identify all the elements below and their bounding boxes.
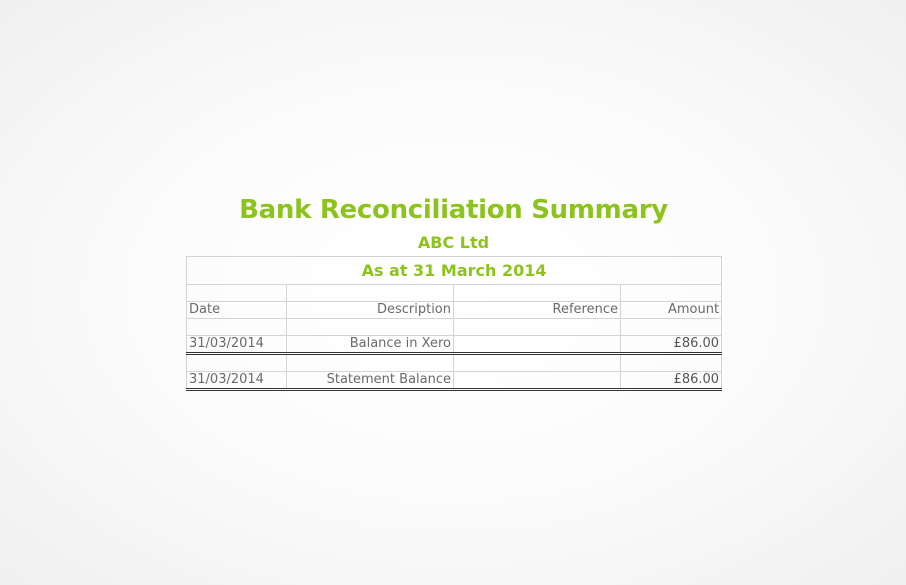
report-title: Bank Reconciliation Summary	[239, 195, 668, 225]
empty-cell	[454, 319, 621, 336]
row-date: 31/03/2014	[187, 336, 287, 354]
empty-cell	[287, 285, 454, 302]
row-date: 31/03/2014	[187, 372, 287, 390]
header-date: Date	[187, 302, 287, 319]
empty-cell	[287, 354, 454, 372]
table-row	[187, 372, 722, 390]
empty-cell	[187, 285, 287, 302]
company-name: ABC Ltd	[417, 233, 490, 252]
empty-cell	[621, 285, 722, 302]
spacer-row	[187, 285, 722, 302]
row-description: Balance in Xero	[287, 336, 454, 354]
row-amount: £86.00	[621, 336, 722, 354]
empty-cell	[187, 354, 287, 372]
empty-cell	[287, 319, 454, 336]
reconciliation-table	[186, 256, 722, 391]
header-reference: Reference	[454, 302, 621, 319]
header-row	[187, 302, 722, 319]
spacer-row	[187, 319, 722, 336]
empty-cell	[187, 319, 287, 336]
table-row	[187, 336, 722, 354]
spacer-row	[187, 354, 722, 372]
empty-cell	[621, 319, 722, 336]
row-reference	[454, 372, 621, 390]
empty-cell	[454, 285, 621, 302]
header-amount: Amount	[621, 302, 722, 319]
row-amount: £86.00	[621, 372, 722, 390]
as-at-date: As at 31 March 2014	[187, 257, 722, 285]
empty-cell	[621, 354, 722, 372]
row-reference	[454, 336, 621, 354]
header-description: Description	[287, 302, 454, 319]
as-at-row	[187, 257, 722, 285]
row-description: Statement Balance	[287, 372, 454, 390]
empty-cell	[454, 354, 621, 372]
